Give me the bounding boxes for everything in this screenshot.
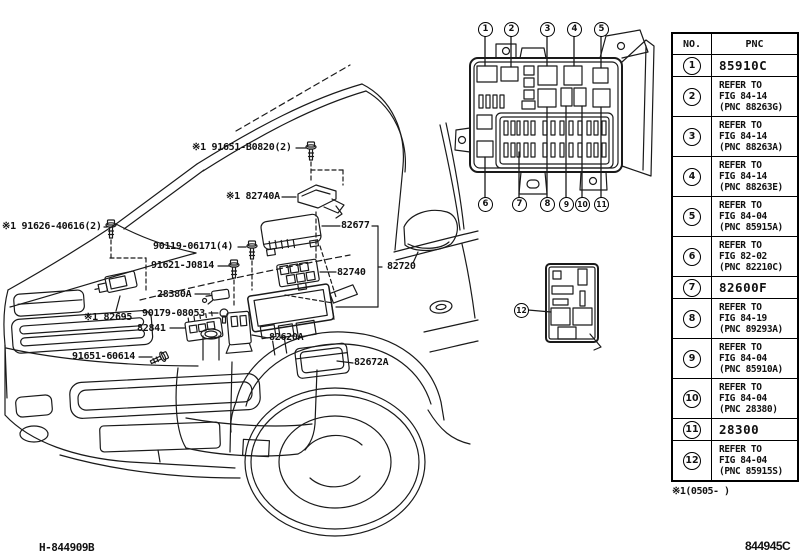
row-number-badge: 1 [683,57,701,75]
pnc-line: (PNC 89293A) [719,324,783,335]
applicability-note: ※1(0505- ) [672,486,730,497]
pnc-line: (PNC 85915A) [719,222,783,233]
part-label-91651-b0820: ※1 91651-B0820(2) [192,142,292,153]
pnc-line: REFER TO [719,160,762,171]
part-label-91651-60614: 91651-60614 [72,351,135,362]
pnc-line: FIG 84-14 [719,171,767,182]
callout-2[interactable]: 2 [504,22,519,37]
table-row[interactable] [673,276,797,298]
part-label-82740a: ※1 82740A [226,191,280,202]
part-label-91626-40616: ※1 91626-40616(2) [2,221,102,232]
relay-block-12-drawing [528,264,601,350]
fuse-block-assembly-drawing [247,279,364,357]
part-label-28380a: 28380A [157,289,192,300]
pnc-line: REFER TO [719,120,762,131]
pnc-line: FIG 84-14 [719,131,767,142]
callout-12[interactable]: 12 [514,303,529,318]
part-82620a-drawing [223,311,252,353]
callout-3[interactable]: 3 [540,22,555,37]
callout-6[interactable]: 6 [478,197,493,212]
pnc-line: REFER TO [719,200,762,211]
row-number-badge: 9 [683,350,701,368]
table-row[interactable] [673,116,797,156]
part-label-82841: 82841 [137,323,166,334]
table-row[interactable] [673,378,797,418]
pnc-line: REFER TO [719,240,762,251]
row-number-badge: 5 [683,208,701,226]
callout-4[interactable]: 4 [567,22,582,37]
row-number-badge: 8 [683,310,701,328]
bolt-91651-60614 [149,350,170,367]
table-row[interactable] [673,156,797,196]
row-number-badge: 6 [683,248,701,266]
row-number-badge: 11 [683,421,701,439]
callout-8[interactable]: 8 [540,197,555,212]
pnc-line: FIG 84-04 [719,211,767,222]
part-label-82740: 82740 [337,267,366,278]
table-row[interactable] [673,418,797,440]
row-number-badge: 12 [683,452,701,470]
table-row[interactable] [673,338,797,378]
pnc-table [671,32,799,482]
pnc-line: REFER TO [719,342,762,353]
pnc-line: REFER TO [719,302,762,313]
table-row[interactable] [673,54,797,76]
pnc-line: (PNC 88263E) [719,182,783,193]
pnc-line: FIG 84-04 [719,455,767,466]
table-row[interactable] [673,440,797,480]
bolt-91651-b0820 [306,142,316,160]
row-number-badge: 7 [683,279,701,297]
pnc-line: REFER TO [719,382,762,393]
part-82672a-drawing [294,343,349,379]
row-number-badge: 10 [683,390,701,408]
table-row[interactable] [673,76,797,116]
callout-5[interactable]: 5 [594,22,609,37]
pnc-line: (PNC 28380) [719,404,778,415]
part-label-82720: 82720 [387,261,416,272]
pnc-line: (PNC 88263A) [719,142,783,153]
part-label-82620a: 82620A [269,332,304,343]
part-82740a-drawing [298,185,344,218]
pnc-line: FIG 84-04 [719,393,767,404]
part-82677-drawing [260,213,323,256]
part-28380a-drawing [201,289,229,305]
callout-1[interactable]: 1 [478,22,493,37]
pnc-line: FIG 84-19 [719,313,767,324]
engine-bay-components [93,142,385,379]
figure-code-right: 844945C [745,539,791,553]
vehicle-outline [4,65,478,536]
part-label-82695: ※1 82695 [84,312,133,323]
pnc-value: 28300 [719,422,760,437]
table-header-no: NO. [673,34,712,54]
pnc-value: 82600F [719,280,768,295]
pnc-line: (PNC 88263G) [719,102,783,113]
table-header-row [673,34,797,54]
figure-code-left: H-844909B [39,541,95,554]
pnc-line: FIG 84-04 [719,353,767,364]
part-label-91621-j0814: 91621-J0814 [151,260,214,271]
callout-7[interactable]: 7 [512,197,527,212]
assembly-dashed-lines [110,162,343,308]
bolt-90119-06171 [247,241,257,259]
part-label-90179-08053: 90179-08053 [142,308,205,319]
part-82695-drawing [93,271,137,295]
table-row[interactable] [673,236,797,276]
bolt-91621-j0814 [229,260,239,278]
part-label-82677: 82677 [341,220,370,231]
pnc-line: FIG 84-14 [719,91,767,102]
fuse-box-drawing [455,30,654,197]
pnc-line: REFER TO [719,444,762,455]
callout-9[interactable]: 9 [559,197,574,212]
pnc-line: (PNC 85910A) [719,364,783,375]
pnc-value: 85910C [719,58,768,73]
part-label-90119-06171: 90119-06171(4) [153,241,234,252]
row-number-badge: 2 [683,88,701,106]
pnc-line: (PNC 85915S) [719,466,783,477]
row-number-badge: 3 [683,128,701,146]
table-row[interactable] [673,298,797,338]
table-header-pnc: PNC [745,38,764,50]
row-number-badge: 4 [683,168,701,186]
pnc-line: FIG 82-02 [719,251,767,262]
pnc-line: (PNC 82210C) [719,262,783,273]
callout-11[interactable]: 11 [594,197,609,212]
pnc-line: REFER TO [719,80,762,91]
part-label-82672a: 82672A [354,357,389,368]
table-row[interactable] [673,196,797,236]
callout-10[interactable]: 10 [575,197,590,212]
